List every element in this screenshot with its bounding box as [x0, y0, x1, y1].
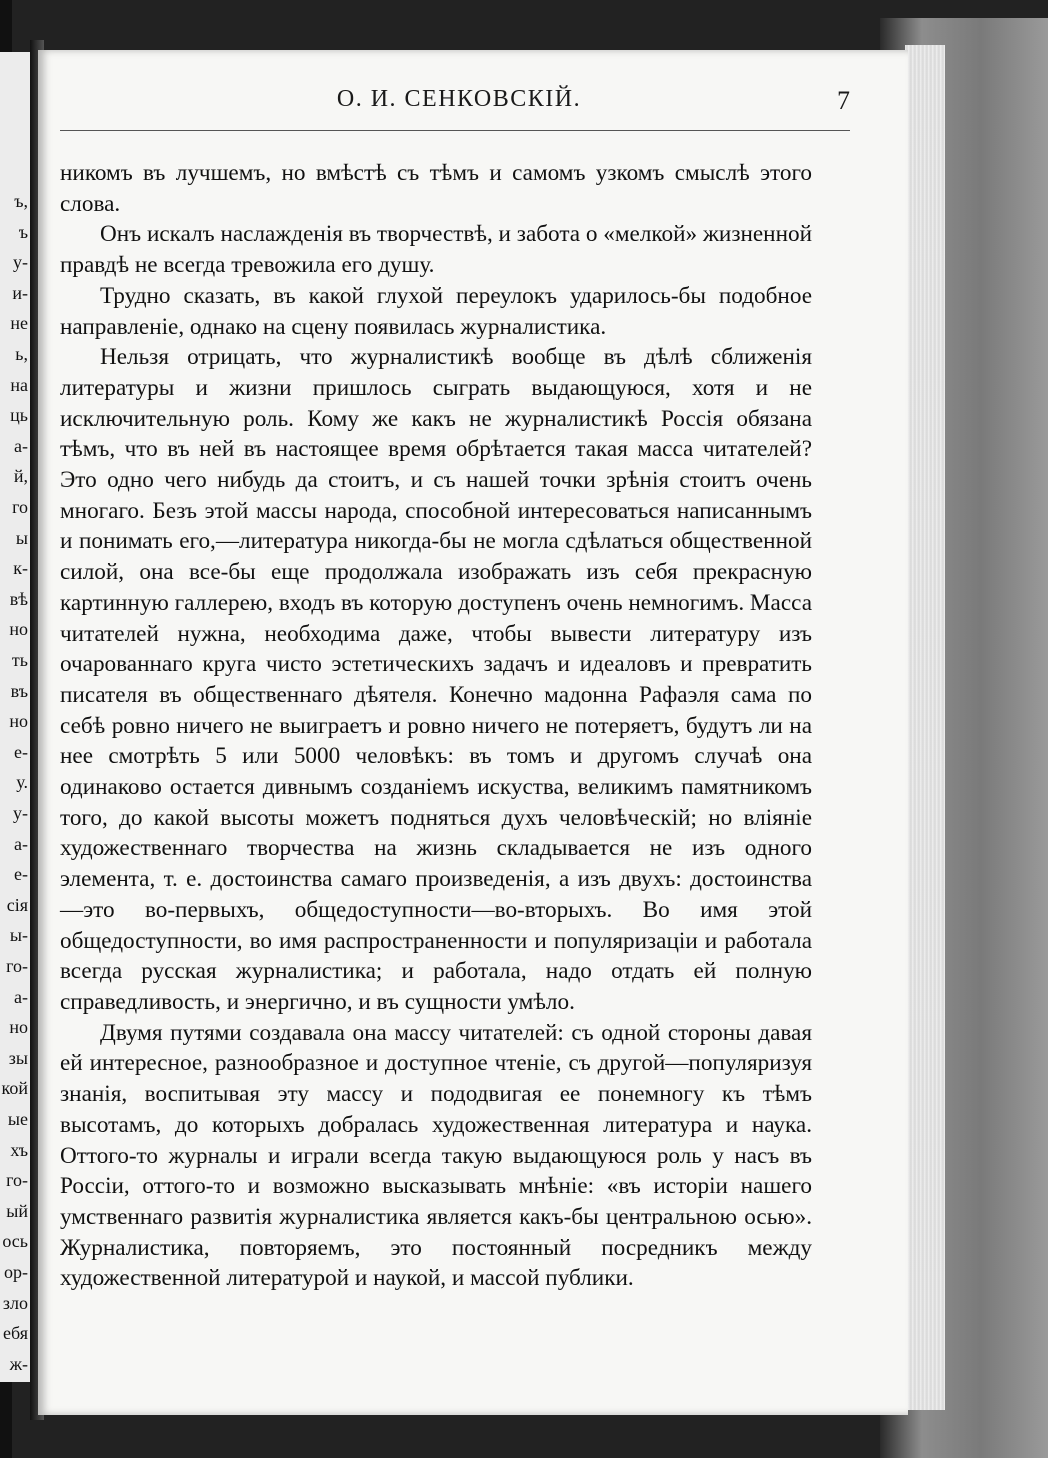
left-page-fragment: й, — [13, 466, 28, 487]
left-page-fragment: вѣ — [9, 588, 28, 609]
left-page-fragment: на — [10, 374, 28, 395]
left-page-fragment: сія — [6, 894, 28, 915]
left-page-fragment: зло — [2, 1292, 28, 1313]
left-page-fragment: не — [10, 313, 28, 334]
left-page-fragment: го- — [6, 1170, 28, 1191]
paragraph: Двумя путями создавала она массу читателей: съ одной стороны давая ей интересное, разнообразное и доступное чтеніе, съ другой—популяризуя знанія, воспитывая эту массу и пододвигая ее понемногу къ тѣмъ высотамъ, до которыхъ добралась художественная литература и наука. Оттого-то журналы и играли всегда такую выдающуюся роль у насъ въ Россіи, оттого-то и возможно высказывать мнѣніе: «въ исторіи нашего умственнаго развитія журналистика является какъ-бы центральною осью». Журналистика, повторяемъ, это постоянный посредникъ между художественной литературой и наукой, и массой публики. — [60, 1019, 812, 1292]
left-page-fragment: но — [9, 619, 28, 640]
left-page-fragment: ь, — [15, 344, 28, 364]
left-page-fragment: хъ — [10, 1139, 28, 1160]
left-page-fragment: а- — [14, 435, 28, 456]
left-page-fragment: го — [12, 497, 28, 517]
left-page-fragment: ые — [7, 1109, 28, 1129]
left-page-margin — [0, 52, 30, 1382]
left-page-fragment: ъ — [18, 221, 28, 242]
page-number: 7 — [837, 86, 850, 115]
left-page-fragment: а- — [14, 986, 28, 1007]
left-page-fragment: но — [9, 711, 28, 732]
paragraph: Нельзя отрицать, что журналистикѣ вообще въ дѣлѣ сближенія литературы и жизни пришлось сыграть выдающуюся, хотя и не исключительную роль. Кому же какъ не журналистикѣ Россія обязана тѣмъ, что въ ней въ настоящее время обрѣтается такая масса читателей? Это одно чего нибудь да стоитъ, и съ нашей точки зрѣнія стоитъ очень многаго. Безъ этой массы народа, способной интересоваться написаннымъ и понимать его,—литература никогда-бы не могла сдѣлаться общественной силой, она все-бы еще продолжала изображать изъ себя прекрасную картинную галлерею, входъ въ которую доступенъ очень немногимъ. Масса читателей нужна, необходима даже, чтобы вывести литературу изъ очарованнаго круга чисто эстетическихъ задачъ и идеаловъ и превратить писателя въ общественнаго дѣятеля. Конечно мадонна Рафаэля сама по себѣ ровно ничего не выиграетъ и ровно ничего не потеряетъ, будутъ ли на нее смотрѣть 5 или 5000 человѣкъ: въ томъ и другомъ случаѣ она одинаково остается дивнымъ созданіемъ искуства, великимъ памятникомъ того, до какой высоты можетъ подняться духъ человѣческій; но вліяніе художественнаго творчества на жизнь складывается не изъ одного элемента, т. е. достоинства самаго произведенія, а изъ двухъ: достоинства—это во-первыхъ, общедоступности—во-вторыхъ. Во имя этой общедоступности, во имя распространенности и популяризаціи и работала всегда русская журналистика; и работала, надо отдать ей полную справедливость, и энергично, и въ сущности умѣло. — [60, 344, 812, 1015]
left-page-fragment: ый — [6, 1200, 28, 1221]
left-page-fragment: въ — [10, 680, 28, 701]
left-page-fragment: го- — [6, 956, 28, 976]
left-page-fragment: ось — [2, 1231, 28, 1252]
paragraph: Трудно сказать, въ какой глухой переулокъ ударилось-бы подобное направленіе, однако на сцену появилась журналистика. — [60, 282, 812, 340]
left-page-fragment: у- — [13, 803, 28, 823]
left-page-fragment: е- — [14, 741, 28, 762]
left-page-fragment: и- — [12, 282, 28, 303]
paragraph: Онъ искалъ наслажденія въ творчествѣ, и забота о «мелкой» жизненной правдѣ не всегда тревожила его душу. — [60, 221, 812, 279]
left-page-fragment: кой — [1, 1078, 28, 1099]
left-page-fragment: е- — [14, 864, 28, 885]
header-rule — [60, 130, 850, 131]
left-page-fragment: ебя — [3, 1323, 28, 1344]
body-text — [60, 158, 812, 1294]
left-page-fragment: а- — [14, 833, 28, 854]
left-page-fragment: но — [9, 1017, 28, 1038]
running-title: О. И. СЕНКОВСКІЙ. — [336, 86, 582, 112]
paragraph: никомъ въ лучшемъ, но вмѣстѣ съ тѣмъ и самомъ узкомъ смыслѣ этого слова. — [60, 160, 812, 217]
page-block-edge — [905, 45, 945, 1410]
left-page-fragment: у- — [13, 252, 28, 273]
left-page-fragment: ъ, — [14, 191, 28, 211]
left-page-fragment: зы — [8, 1047, 28, 1068]
left-page-fragment: ы — [15, 527, 28, 548]
page-header — [68, 86, 850, 126]
left-page-fragment: ць — [10, 405, 28, 426]
book-page — [38, 50, 908, 1415]
left-page-fragment: ть — [11, 650, 28, 670]
left-page-fragment: ы- — [9, 925, 28, 946]
left-page-fragment: ж- — [9, 1353, 28, 1374]
left-page-fragment: к- — [13, 558, 28, 579]
left-page-fragment: у. — [16, 772, 28, 793]
left-page-fragment: ор- — [4, 1262, 28, 1282]
